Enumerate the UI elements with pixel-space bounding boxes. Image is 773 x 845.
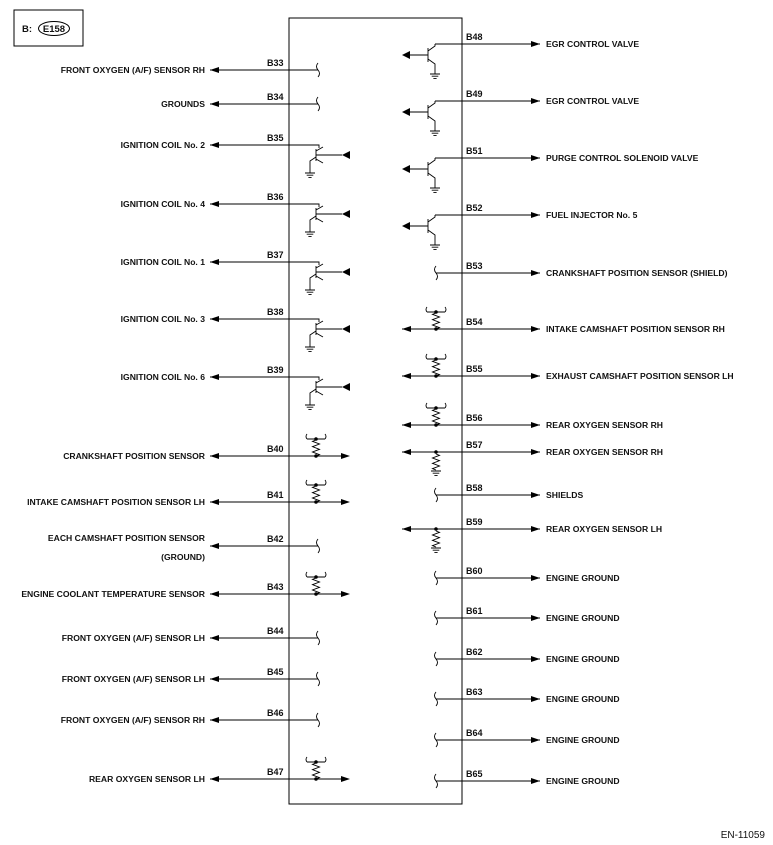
- arrow-head: [210, 67, 219, 73]
- arrow-head: [531, 326, 540, 332]
- emitter-lead: [310, 331, 323, 347]
- arrow-head: [531, 155, 540, 161]
- pin-label: IGNITION COIL No. 4: [120, 199, 205, 209]
- pin-number: B45: [267, 667, 284, 677]
- collector-lead: [428, 44, 435, 51]
- junction-dot: [434, 450, 438, 454]
- ground-icon: [430, 131, 440, 135]
- arrow-head: [531, 737, 540, 743]
- arrow-head: [341, 591, 350, 597]
- pin-number: B59: [466, 517, 483, 527]
- arrow-head: [210, 259, 219, 265]
- pin-b36: [121, 192, 350, 236]
- ground-icon: [305, 347, 315, 351]
- left-pin-group: [21, 58, 350, 784]
- pin-b43: [21, 572, 350, 599]
- connector-id: E158: [42, 24, 66, 35]
- arrow-head: [402, 422, 411, 428]
- pin-number: B36: [267, 192, 284, 202]
- collector-lead: [316, 206, 323, 210]
- resistor-icon: [313, 578, 320, 594]
- pin-b35: [121, 133, 350, 177]
- pin-number: B39: [267, 365, 284, 375]
- pin-number: B55: [466, 364, 483, 374]
- arrow-head: [531, 696, 540, 702]
- pin-label: EGR CONTROL VALVE: [546, 96, 640, 106]
- pin-label: ENGINE GROUND: [546, 613, 620, 623]
- pin-label: FUEL INJECTOR No. 5: [546, 210, 638, 220]
- junction-dot: [434, 527, 438, 531]
- arrow-head: [210, 101, 219, 107]
- pin-number: B60: [466, 566, 483, 576]
- pin-label: CRANKSHAFT POSITION SENSOR: [63, 451, 205, 461]
- arrow-head: [531, 575, 540, 581]
- pin-label: SHIELDS: [546, 490, 584, 500]
- figure-reference: EN-11059: [720, 830, 765, 841]
- emitter-lead: [428, 116, 435, 131]
- pin-label: INTAKE CAMSHAFT POSITION SENSOR RH: [546, 324, 725, 334]
- resistor-icon: [313, 763, 320, 779]
- arrow-head: [210, 499, 219, 505]
- pin-label: CRANKSHAFT POSITION SENSOR (SHIELD): [546, 268, 728, 278]
- driver-triangle: [342, 210, 350, 218]
- pin-label: REAR OXYGEN SENSOR RH: [546, 447, 663, 457]
- collector-lead: [316, 321, 323, 325]
- arrow-head: [531, 41, 540, 47]
- pin-number: B38: [267, 307, 284, 317]
- pin-b57: [402, 440, 663, 475]
- header-prefix: B:: [22, 24, 33, 35]
- pin-b39: [121, 365, 350, 409]
- collector-line: [289, 204, 319, 207]
- resistor-icon: [433, 360, 440, 376]
- pin-number: B42: [267, 534, 284, 544]
- pin-label: ENGINE GROUND: [546, 694, 620, 704]
- pin-number: B48: [466, 32, 483, 42]
- pin-number: B41: [267, 490, 284, 500]
- arrow-head: [531, 270, 540, 276]
- ground-icon: [430, 245, 440, 249]
- pin-label: INTAKE CAMSHAFT POSITION SENSOR LH: [27, 497, 205, 507]
- arrow-head: [531, 778, 540, 784]
- arrow-head: [402, 449, 411, 455]
- arrow-head: [210, 316, 219, 322]
- pin-label: REAR OXYGEN SENSOR RH: [546, 420, 663, 430]
- emitter-lead: [428, 230, 435, 245]
- pin-number: B53: [466, 261, 483, 271]
- pin-number: B46: [267, 708, 284, 718]
- arrow-head: [210, 635, 219, 641]
- arrow-head: [402, 373, 411, 379]
- pin-number: B47: [267, 767, 284, 777]
- pin-label: FRONT OXYGEN (A/F) SENSOR LH: [61, 674, 205, 684]
- pin-number: B35: [267, 133, 284, 143]
- resistor-icon: [433, 409, 440, 425]
- ground-icon: [430, 188, 440, 192]
- emitter-lead: [310, 274, 323, 290]
- arrow-head: [210, 776, 219, 782]
- arrow-head: [531, 98, 540, 104]
- arrow-head: [531, 373, 540, 379]
- arrow-head: [531, 656, 540, 662]
- resistor-icon: [313, 486, 320, 502]
- emitter-lead: [310, 389, 323, 405]
- pin-number: B51: [466, 146, 483, 156]
- arrow-head: [210, 717, 219, 723]
- pin-b59: [402, 517, 662, 552]
- driver-triangle: [342, 268, 350, 276]
- pin-number: B64: [466, 728, 483, 738]
- emitter-lead: [428, 173, 435, 188]
- arrow-head: [210, 676, 219, 682]
- pin-number: B33: [267, 58, 284, 68]
- pin-b48: [402, 32, 639, 78]
- right-pin-group: [402, 32, 734, 788]
- arrow-head: [531, 615, 540, 621]
- pin-label: EXHAUST CAMSHAFT POSITION SENSOR LH: [546, 371, 734, 381]
- pin-label: ENGINE GROUND: [546, 735, 620, 745]
- arrow-head: [341, 776, 350, 782]
- pin-number: B65: [466, 769, 483, 779]
- pin-b56: [402, 403, 663, 430]
- pin-label: GROUNDS: [161, 99, 205, 109]
- pin-b38: [121, 307, 350, 351]
- pin-number: B44: [267, 626, 284, 636]
- resistor-icon: [313, 440, 320, 456]
- pin-number: B52: [466, 203, 483, 213]
- pin-number: B58: [466, 483, 483, 493]
- arrow-head: [402, 526, 411, 532]
- pin-b58: [435, 483, 584, 502]
- pin-label: EACH CAMSHAFT POSITION SENSOR: [47, 533, 205, 543]
- pin-label-line2: (GROUND): [161, 552, 205, 562]
- collector-line: [289, 319, 319, 322]
- pin-b46: [61, 708, 320, 727]
- pin-label: ENGINE GROUND: [546, 776, 620, 786]
- driver-triangle: [402, 108, 410, 116]
- pin-number: B54: [466, 317, 483, 327]
- pin-label: IGNITION COIL No. 1: [120, 257, 205, 267]
- driver-triangle: [342, 325, 350, 333]
- pin-b33: [61, 58, 320, 77]
- driver-triangle: [342, 151, 350, 159]
- pin-label: EGR CONTROL VALVE: [546, 39, 640, 49]
- arrow-head: [531, 492, 540, 498]
- pin-number: B57: [466, 440, 483, 450]
- pin-b37: [121, 250, 350, 294]
- pin-number: B63: [466, 687, 483, 697]
- ground-icon: [431, 471, 441, 475]
- pin-number: B40: [267, 444, 284, 454]
- pin-b52: [402, 203, 638, 249]
- pin-label: ENGINE GROUND: [546, 654, 620, 664]
- arrow-head: [210, 374, 219, 380]
- emitter-lead: [310, 157, 323, 173]
- pin-label: PURGE CONTROL SOLENOID VALVE: [546, 153, 699, 163]
- arrow-head: [531, 526, 540, 532]
- ground-icon: [305, 232, 315, 236]
- pin-b47: [89, 757, 350, 784]
- resistor-icon: [433, 313, 440, 329]
- pin-label: IGNITION COIL No. 6: [120, 372, 205, 382]
- arrow-head: [210, 201, 219, 207]
- ground-icon: [430, 74, 440, 78]
- pin-label: FRONT OXYGEN (A/F) SENSOR LH: [61, 633, 205, 643]
- collector-lead: [428, 215, 435, 222]
- driver-triangle: [402, 51, 410, 59]
- resistor-icon: [433, 531, 440, 547]
- arrow-head: [531, 449, 540, 455]
- pin-number: B56: [466, 413, 483, 423]
- pin-b51: [402, 146, 699, 192]
- collector-line: [289, 262, 319, 265]
- pin-label: IGNITION COIL No. 3: [120, 314, 205, 324]
- pin-b54: [402, 307, 725, 334]
- pin-b49: [402, 89, 639, 135]
- emitter-lead: [428, 59, 435, 74]
- ground-icon: [305, 290, 315, 294]
- collector-line: [289, 377, 319, 380]
- pin-number: B61: [466, 606, 483, 616]
- pin-label: ENGINE GROUND: [546, 573, 620, 583]
- arrow-head: [210, 142, 219, 148]
- driver-triangle: [402, 165, 410, 173]
- ground-icon: [305, 173, 315, 177]
- driver-triangle: [342, 383, 350, 391]
- collector-lead: [316, 264, 323, 268]
- arrow-head: [402, 326, 411, 332]
- pin-label: ENGINE COOLANT TEMPERATURE SENSOR: [21, 589, 205, 599]
- pin-b55: [402, 354, 734, 381]
- pin-label: FRONT OXYGEN (A/F) SENSOR RH: [60, 715, 205, 725]
- ground-icon: [431, 548, 441, 552]
- ecm-body: [289, 18, 462, 804]
- pin-b53: [435, 261, 728, 280]
- collector-line: [289, 145, 319, 148]
- pin-label: FRONT OXYGEN (A/F) SENSOR RH: [60, 65, 205, 75]
- pin-number: B49: [466, 89, 483, 99]
- collector-lead: [316, 147, 323, 151]
- pin-b41: [27, 480, 350, 507]
- pin-label: REAR OXYGEN SENSOR LH: [88, 774, 205, 784]
- pin-number: B37: [267, 250, 284, 260]
- arrow-head: [341, 499, 350, 505]
- ground-icon: [305, 405, 315, 409]
- resistor-icon: [433, 454, 440, 470]
- pin-b42: [48, 533, 320, 562]
- driver-triangle: [402, 222, 410, 230]
- pin-label: REAR OXYGEN SENSOR LH: [546, 524, 663, 534]
- pin-number: B34: [267, 92, 284, 102]
- arrow-head: [210, 543, 219, 549]
- collector-lead: [428, 101, 435, 108]
- arrow-head: [341, 453, 350, 459]
- emitter-lead: [310, 216, 323, 232]
- connector-header: [14, 10, 83, 46]
- pin-b44: [62, 626, 320, 645]
- pin-b45: [62, 667, 320, 686]
- arrow-head: [210, 453, 219, 459]
- pin-number: B62: [466, 647, 483, 657]
- pin-label: IGNITION COIL No. 2: [120, 140, 205, 150]
- collector-lead: [428, 158, 435, 165]
- pin-b40: [63, 434, 350, 461]
- arrow-head: [531, 212, 540, 218]
- arrow-head: [531, 422, 540, 428]
- collector-lead: [316, 379, 323, 383]
- pin-b34: [161, 92, 319, 111]
- arrow-head: [210, 591, 219, 597]
- pin-number: B43: [267, 582, 284, 592]
